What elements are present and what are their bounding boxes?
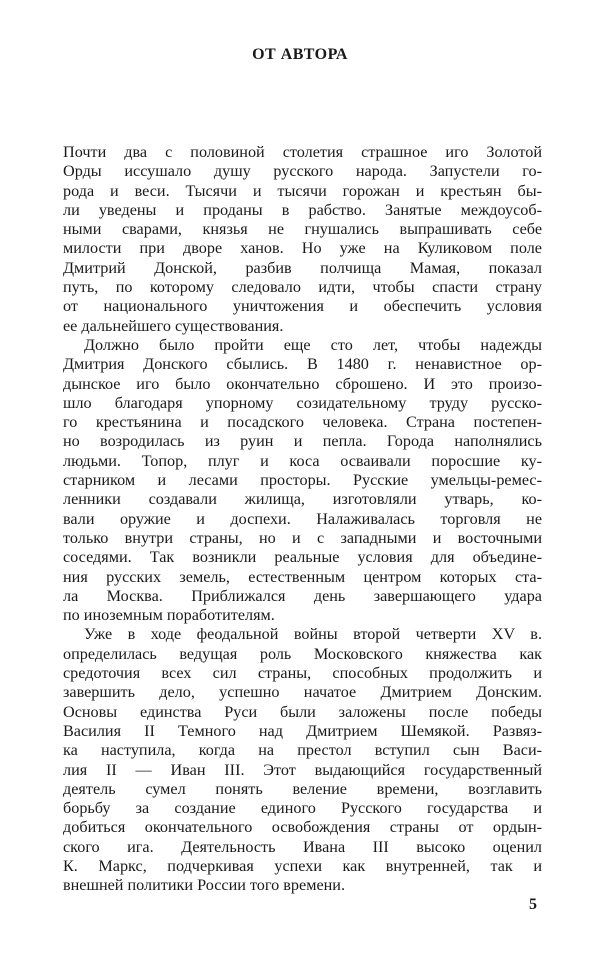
text-line: соседями. Так возникли реальные условия для объедине-	[63, 548, 542, 567]
text-line: но возродилась из руин и пепла. Города наполнялись	[63, 432, 542, 451]
text-line: добиться окончательного освобождения страны от ордын-	[63, 818, 542, 837]
text-line: людьми. Топор, плуг и коса осваивали поросшие ку-	[63, 451, 542, 470]
text-line: Уже в ходе феодальной войны второй четверти XV в.	[84, 625, 542, 644]
text-line: Основы единства Руси были заложены после победы	[63, 702, 542, 721]
text-line: борьбу за создание единого Русского государства и	[63, 799, 542, 818]
text-line: Дмитрий Донской, разбив полчища Мамая, показал	[63, 258, 542, 277]
page-number: 5	[529, 896, 537, 913]
text-line: шло благодаря упорному созидательному труду русско-	[63, 393, 542, 412]
text-line: деятель сумел понять веление времени, возглавить	[63, 779, 542, 798]
text-line: ла Москва. Приближался день завершающего удара	[63, 586, 542, 605]
text-line: Василия II Темного над Дмитрием Шемякой. Развяз-	[63, 721, 542, 740]
text-line: ского ига. Деятельность Ивана III высоко оценил	[63, 837, 542, 856]
text-line: дынское иго было окончательно сброшено. И это произо-	[63, 374, 542, 393]
text-line: ными сварами, князья не гнушались выпрашивать себе	[63, 220, 542, 239]
text-line: Орды иссушало душу русского народа. Запустели го-	[63, 162, 542, 181]
text-line: путь, по которому следовало идти, чтобы спасти страну	[63, 278, 542, 297]
text-line: ния русских земель, естественным центром которых ста-	[63, 567, 542, 586]
text-line: определилась ведущая роль Московского княжества как	[63, 644, 542, 663]
body-text	[63, 143, 542, 896]
text-line: ли уведены и проданы в рабство. Занятые междоусоб-	[63, 200, 542, 219]
text-line: старником и лесами просторы. Русские умельцы-ремес-	[63, 471, 542, 490]
paragraph	[63, 336, 542, 625]
text-line: рода и веси. Тысячи и тысячи горожан и крестьян бы-	[63, 181, 542, 200]
text-line: внешней политики России того времени.	[63, 876, 346, 895]
text-line: средоточия всех сил страны, способных продолжить и	[63, 664, 542, 683]
text-line: ее дальнейшего существования.	[63, 316, 284, 335]
text-line: милости при дворе ханов. Но уже на Куликовом поле	[63, 239, 542, 258]
text-line: вали оружие и доспехи. Налаживалась торговля не	[63, 509, 542, 528]
paragraph	[63, 625, 542, 895]
text-line: от национального уничтожения и обеспечить условия	[63, 297, 542, 316]
text-line: го крестьянина и посадского человека. Страна постепен-	[63, 413, 542, 432]
text-line: только внутри страны, но и с западными и восточными	[63, 528, 542, 547]
text-line: завершить дело, успешно начатое Дмитрием Донским.	[63, 683, 542, 702]
text-line: ка наступила, когда на престол вступил сын Васи-	[63, 741, 542, 760]
paragraph	[63, 143, 542, 336]
text-line: ленники создавали жилища, изготовляли утварь, ко-	[63, 490, 542, 509]
text-line: Почти два с половиной столетия страшное иго Золотой	[63, 143, 542, 161]
text-line: по иноземным поработителям.	[63, 606, 275, 625]
chapter-title: ОТ АВТОРА	[252, 46, 348, 63]
text-line: К. Маркс, подчеркивая успехи как внутренней, так и	[63, 856, 542, 875]
text-line: Должно было пройти еще сто лет, чтобы надежды	[84, 335, 542, 354]
text-line: Дмитрия Донского сбылись. В 1480 г. ненавистное ор-	[63, 355, 542, 374]
text-line: лия II — Иван III. Этот выдающийся государственный	[63, 760, 542, 779]
